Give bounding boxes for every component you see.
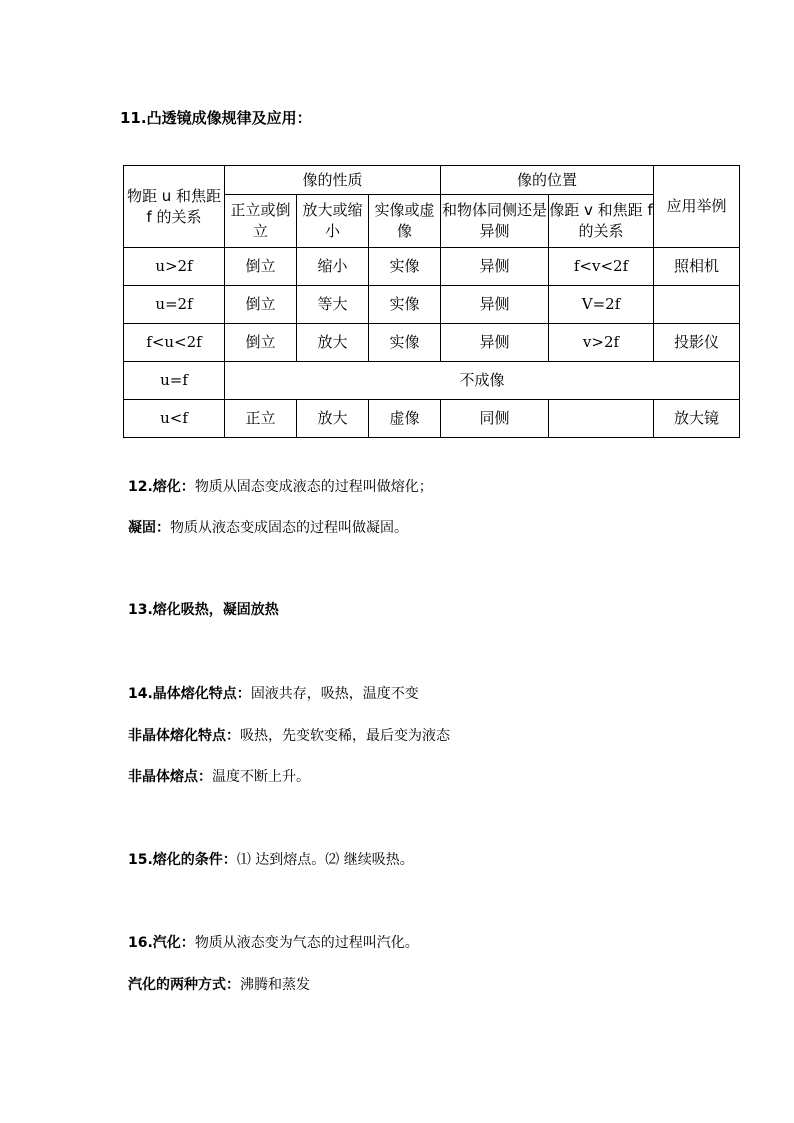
cell-side: 异侧 (441, 286, 549, 324)
crystal-melting-label: 14.晶体熔化特点： (128, 686, 251, 702)
amorphous-point-text: 温度不断上升。 (212, 769, 310, 785)
amorphous-melting-point (128, 767, 310, 787)
melting-conditions-text: ⑴ 达到熔点。⑵ 继续吸热。 (236, 852, 414, 868)
cell-image-distance: f<v<2f (549, 248, 654, 286)
subheader-kind: 实像或虚像 (369, 195, 441, 248)
table-row (124, 248, 740, 286)
table-row (124, 362, 740, 400)
cell-image-distance (549, 400, 654, 438)
cell-side: 异侧 (441, 324, 549, 362)
vaporization-definition (128, 933, 419, 953)
header-image-position: 像的位置 (441, 166, 654, 195)
cell-condition: u=f (124, 362, 225, 400)
cell-condition: u=2f (124, 286, 225, 324)
table-row (124, 400, 740, 438)
melting-definition (128, 477, 433, 497)
cell-orientation: 倒立 (225, 324, 297, 362)
section-11-title: 11.凸透镜成像规律及应用： (120, 109, 312, 127)
crystal-melting-feature (128, 684, 419, 704)
solidification-label: 凝固： (128, 520, 170, 536)
amorphous-point-label: 非晶体熔点： (128, 769, 212, 785)
vaporization-methods (128, 975, 310, 995)
cell-orientation: 正立 (225, 400, 297, 438)
cell-kind: 实像 (369, 324, 441, 362)
cell-image-distance: V=2f (549, 286, 654, 324)
amorphous-melting-feature (128, 726, 450, 746)
cell-kind: 虚像 (369, 400, 441, 438)
cell-size: 放大 (297, 400, 369, 438)
cell-kind: 实像 (369, 248, 441, 286)
cell-orientation: 倒立 (225, 248, 297, 286)
table-row (124, 286, 740, 324)
amorphous-melting-text: 吸热，先变软变稀，最后变为液态 (240, 728, 450, 744)
cell-size: 缩小 (297, 248, 369, 286)
vaporization-methods-label: 汽化的两种方式： (128, 977, 240, 993)
header-image-nature: 像的性质 (225, 166, 441, 195)
melting-conditions (128, 850, 414, 870)
melting-conditions-label: 15.熔化的条件： (128, 852, 237, 868)
vaporization-text: 物质从液态变为气态的过程叫汽化。 (194, 935, 419, 951)
vaporization-label: 16.汽化： (128, 935, 195, 951)
melting-text: 物质从固态变成液态的过程叫做熔化； (194, 479, 433, 495)
cell-application: 照相机 (654, 248, 740, 286)
cell-no-image: 不成像 (225, 362, 740, 400)
solidification-text: 物质从液态变成固态的过程叫做凝固。 (170, 520, 408, 536)
section-13-text: 13.熔化吸热，凝固放热 (128, 602, 279, 618)
cell-image-distance: v>2f (549, 324, 654, 362)
cell-condition: u<f (124, 400, 225, 438)
subheader-orientation: 正立或倒立 (225, 195, 297, 248)
cell-size: 放大 (297, 324, 369, 362)
vaporization-methods-text: 沸腾和蒸发 (240, 977, 310, 993)
solidification-definition (128, 518, 408, 538)
amorphous-melting-label: 非晶体熔化特点： (128, 728, 240, 744)
cell-side: 异侧 (441, 248, 549, 286)
cell-application (654, 286, 740, 324)
melting-label: 12.熔化： (128, 479, 195, 495)
cell-side: 同侧 (441, 400, 549, 438)
header-application: 应用举例 (654, 166, 740, 248)
cell-condition: f<u<2f (124, 324, 225, 362)
cell-application: 放大镜 (654, 400, 740, 438)
header-distance-relation: 物距 u 和焦距 f 的关系 (124, 166, 225, 248)
table-row (124, 324, 740, 362)
section-13-statement (128, 600, 279, 620)
cell-kind: 实像 (369, 286, 441, 324)
subheader-image-distance: 像距 v 和焦距 f 的关系 (549, 195, 654, 248)
cell-size: 等大 (297, 286, 369, 324)
subheader-size: 放大或缩小 (297, 195, 369, 248)
convex-lens-table (123, 165, 740, 438)
subheader-side: 和物体同侧还是异侧 (441, 195, 549, 248)
cell-condition: u>2f (124, 248, 225, 286)
cell-application: 投影仪 (654, 324, 740, 362)
cell-orientation: 倒立 (225, 286, 297, 324)
crystal-melting-text: 固液共存，吸热，温度不变 (250, 686, 419, 702)
